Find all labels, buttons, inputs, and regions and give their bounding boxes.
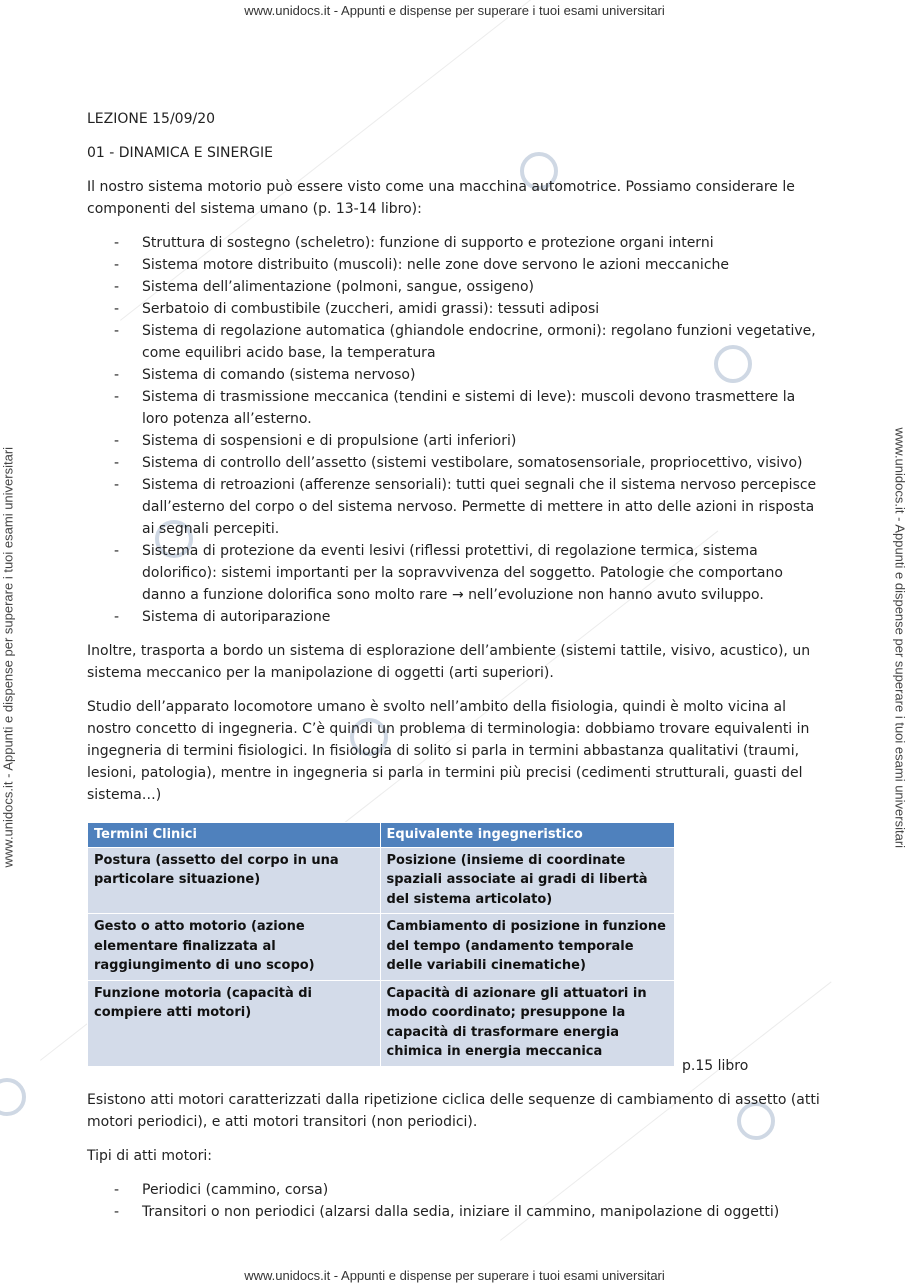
watermark-left: www.unidocs.it - Appunti e dispense per superare i tuoi esami universitari bbox=[0, 446, 16, 868]
table-row bbox=[88, 847, 675, 914]
list-item: - Sistema di protezione da eventi lesivi (riflessi protettivi, di regolazione termica, sistema dolorifico): sistemi importanti per la sopravvivenza del soggetto. Patologie che comportano danno a funzione dolorifica sono molto rare → nell’evoluzione non hanno avuto sviluppo. bbox=[87, 540, 822, 606]
types-intro: Tipi di atti motori: bbox=[87, 1147, 212, 1164]
paragraph-terminology: Studio dell’apparato locomotore umano è svolto nell’ambito della fisiologia, quindi è molto vicina al nostro concetto di ingegneria. C’è quindi un problema di terminologia: dobbiamo trovare equivalenti in ingegneria di termini fisiologici. In fisiologia di solito si parla in termini abbastanza qualitativi (traumi, lesioni, patologia), mentre in ingegneria si parla in termini più precisi (cedimenti strutturali, guasti del sistema…) bbox=[87, 699, 810, 803]
list-item: - Sistema di sospensioni e di propulsione (arti inferiori) bbox=[87, 430, 822, 452]
list-item: - Transitori o non periodici (alzarsi dalla sedia, iniziare il cammino, manipolazione di oggetti) bbox=[87, 1201, 822, 1223]
list-item: - Struttura di sostegno (scheletro): funzione di supporto e protezione organi interni bbox=[87, 232, 822, 254]
components-list bbox=[87, 232, 822, 628]
table-cell: Posizione (insieme di coordinate spaziali associate ai gradi di libertà del sistema articolato) bbox=[380, 847, 674, 914]
table-cell: Gesto o atto motorio (azione elementare finalizzata al raggiungimento di uno scopo) bbox=[88, 914, 381, 981]
table-row bbox=[88, 980, 675, 1066]
terms-table bbox=[87, 822, 675, 1067]
table-source-note: p.15 libro bbox=[682, 1057, 749, 1074]
list-item: - Sistema di regolazione automatica (ghiandole endocrine, ormoni): regolano funzioni vegetative, come equilibri acido base, la temperatura bbox=[87, 320, 822, 364]
list-item: - Periodici (cammino, corsa) bbox=[87, 1179, 822, 1201]
table-cell: Capacità di azionare gli attuatori in modo coordinato; presuppone la capacità di trasformare energia chimica in energia meccanica bbox=[380, 980, 674, 1066]
watermark-top: www.unidocs.it - Appunti e dispense per superare i tuoi esami universitari bbox=[244, 3, 665, 18]
list-item: - Sistema dell’alimentazione (polmoni, sangue, ossigeno) bbox=[87, 276, 822, 298]
table-header-cell: Equivalente ingegneristico bbox=[380, 823, 674, 848]
section-title: 01 - DINAMICA E SINERGIE bbox=[87, 145, 273, 161]
types-list bbox=[87, 1179, 822, 1223]
watermark-right: www.unidocs.it - Appunti e dispense per superare i tuoi esami universitari bbox=[892, 427, 908, 849]
table-cell: Postura (assetto del corpo in una particolare situazione) bbox=[88, 847, 381, 914]
document-body bbox=[87, 100, 822, 1223]
watermark-logo-icon bbox=[0, 1078, 26, 1116]
table-header-row bbox=[88, 823, 675, 848]
watermark-bottom: www.unidocs.it - Appunti e dispense per superare i tuoi esami universitari bbox=[244, 1268, 665, 1283]
paragraph-motor-acts: Esistono atti motori caratterizzati dalla ripetizione ciclica delle sequenze di cambiamento di assetto (atti motori periodici), e atti motori transitori (non periodici). bbox=[87, 1091, 820, 1130]
lesson-title: LEZIONE 15/09/20 bbox=[87, 111, 216, 127]
intro-paragraph: Il nostro sistema motorio può essere visto come una macchina automotrice. Possiamo considerare le componenti del sistema umano (p. 13-14 libro): bbox=[87, 179, 795, 217]
list-item: - Sistema di controllo dell’assetto (sistemi vestibolare, somatosensoriale, propriocettivo, visivo) bbox=[87, 452, 822, 474]
terms-table-wrapper bbox=[87, 822, 822, 1074]
list-item: - Sistema motore distribuito (muscoli): nelle zone dove servono le azioni meccaniche bbox=[87, 254, 822, 276]
list-item: - Serbatoio di combustibile (zuccheri, amidi grassi): tessuti adiposi bbox=[87, 298, 822, 320]
list-item: - Sistema di comando (sistema nervoso) bbox=[87, 364, 822, 386]
table-cell: Cambiamento di posizione in funzione del tempo (andamento temporale delle variabili cinematiche) bbox=[380, 914, 674, 981]
list-item: - Sistema di retroazioni (afferenze sensoriali): tutti quei segnali che il sistema nervoso percepisce dall’esterno del corpo o del sistema nervoso. Permette di mettere in atto delle azioni in risposta ai segnali percepiti. bbox=[87, 474, 822, 540]
table-header-cell: Termini Clinici bbox=[88, 823, 381, 848]
table-row bbox=[88, 914, 675, 981]
table-cell: Funzione motoria (capacità di compiere atti motori) bbox=[88, 980, 381, 1066]
list-item: - Sistema di trasmissione meccanica (tendini e sistemi di leve): muscoli devono trasmettere la loro potenza all’esterno. bbox=[87, 386, 822, 430]
list-item: - Sistema di autoriparazione bbox=[87, 606, 822, 628]
paragraph-exploration: Inoltre, trasporta a bordo un sistema di esplorazione dell’ambiente (sistemi tattile, visivo, acustico), un sistema meccanico per la manipolazione di oggetti (arti superiori). bbox=[87, 643, 811, 681]
